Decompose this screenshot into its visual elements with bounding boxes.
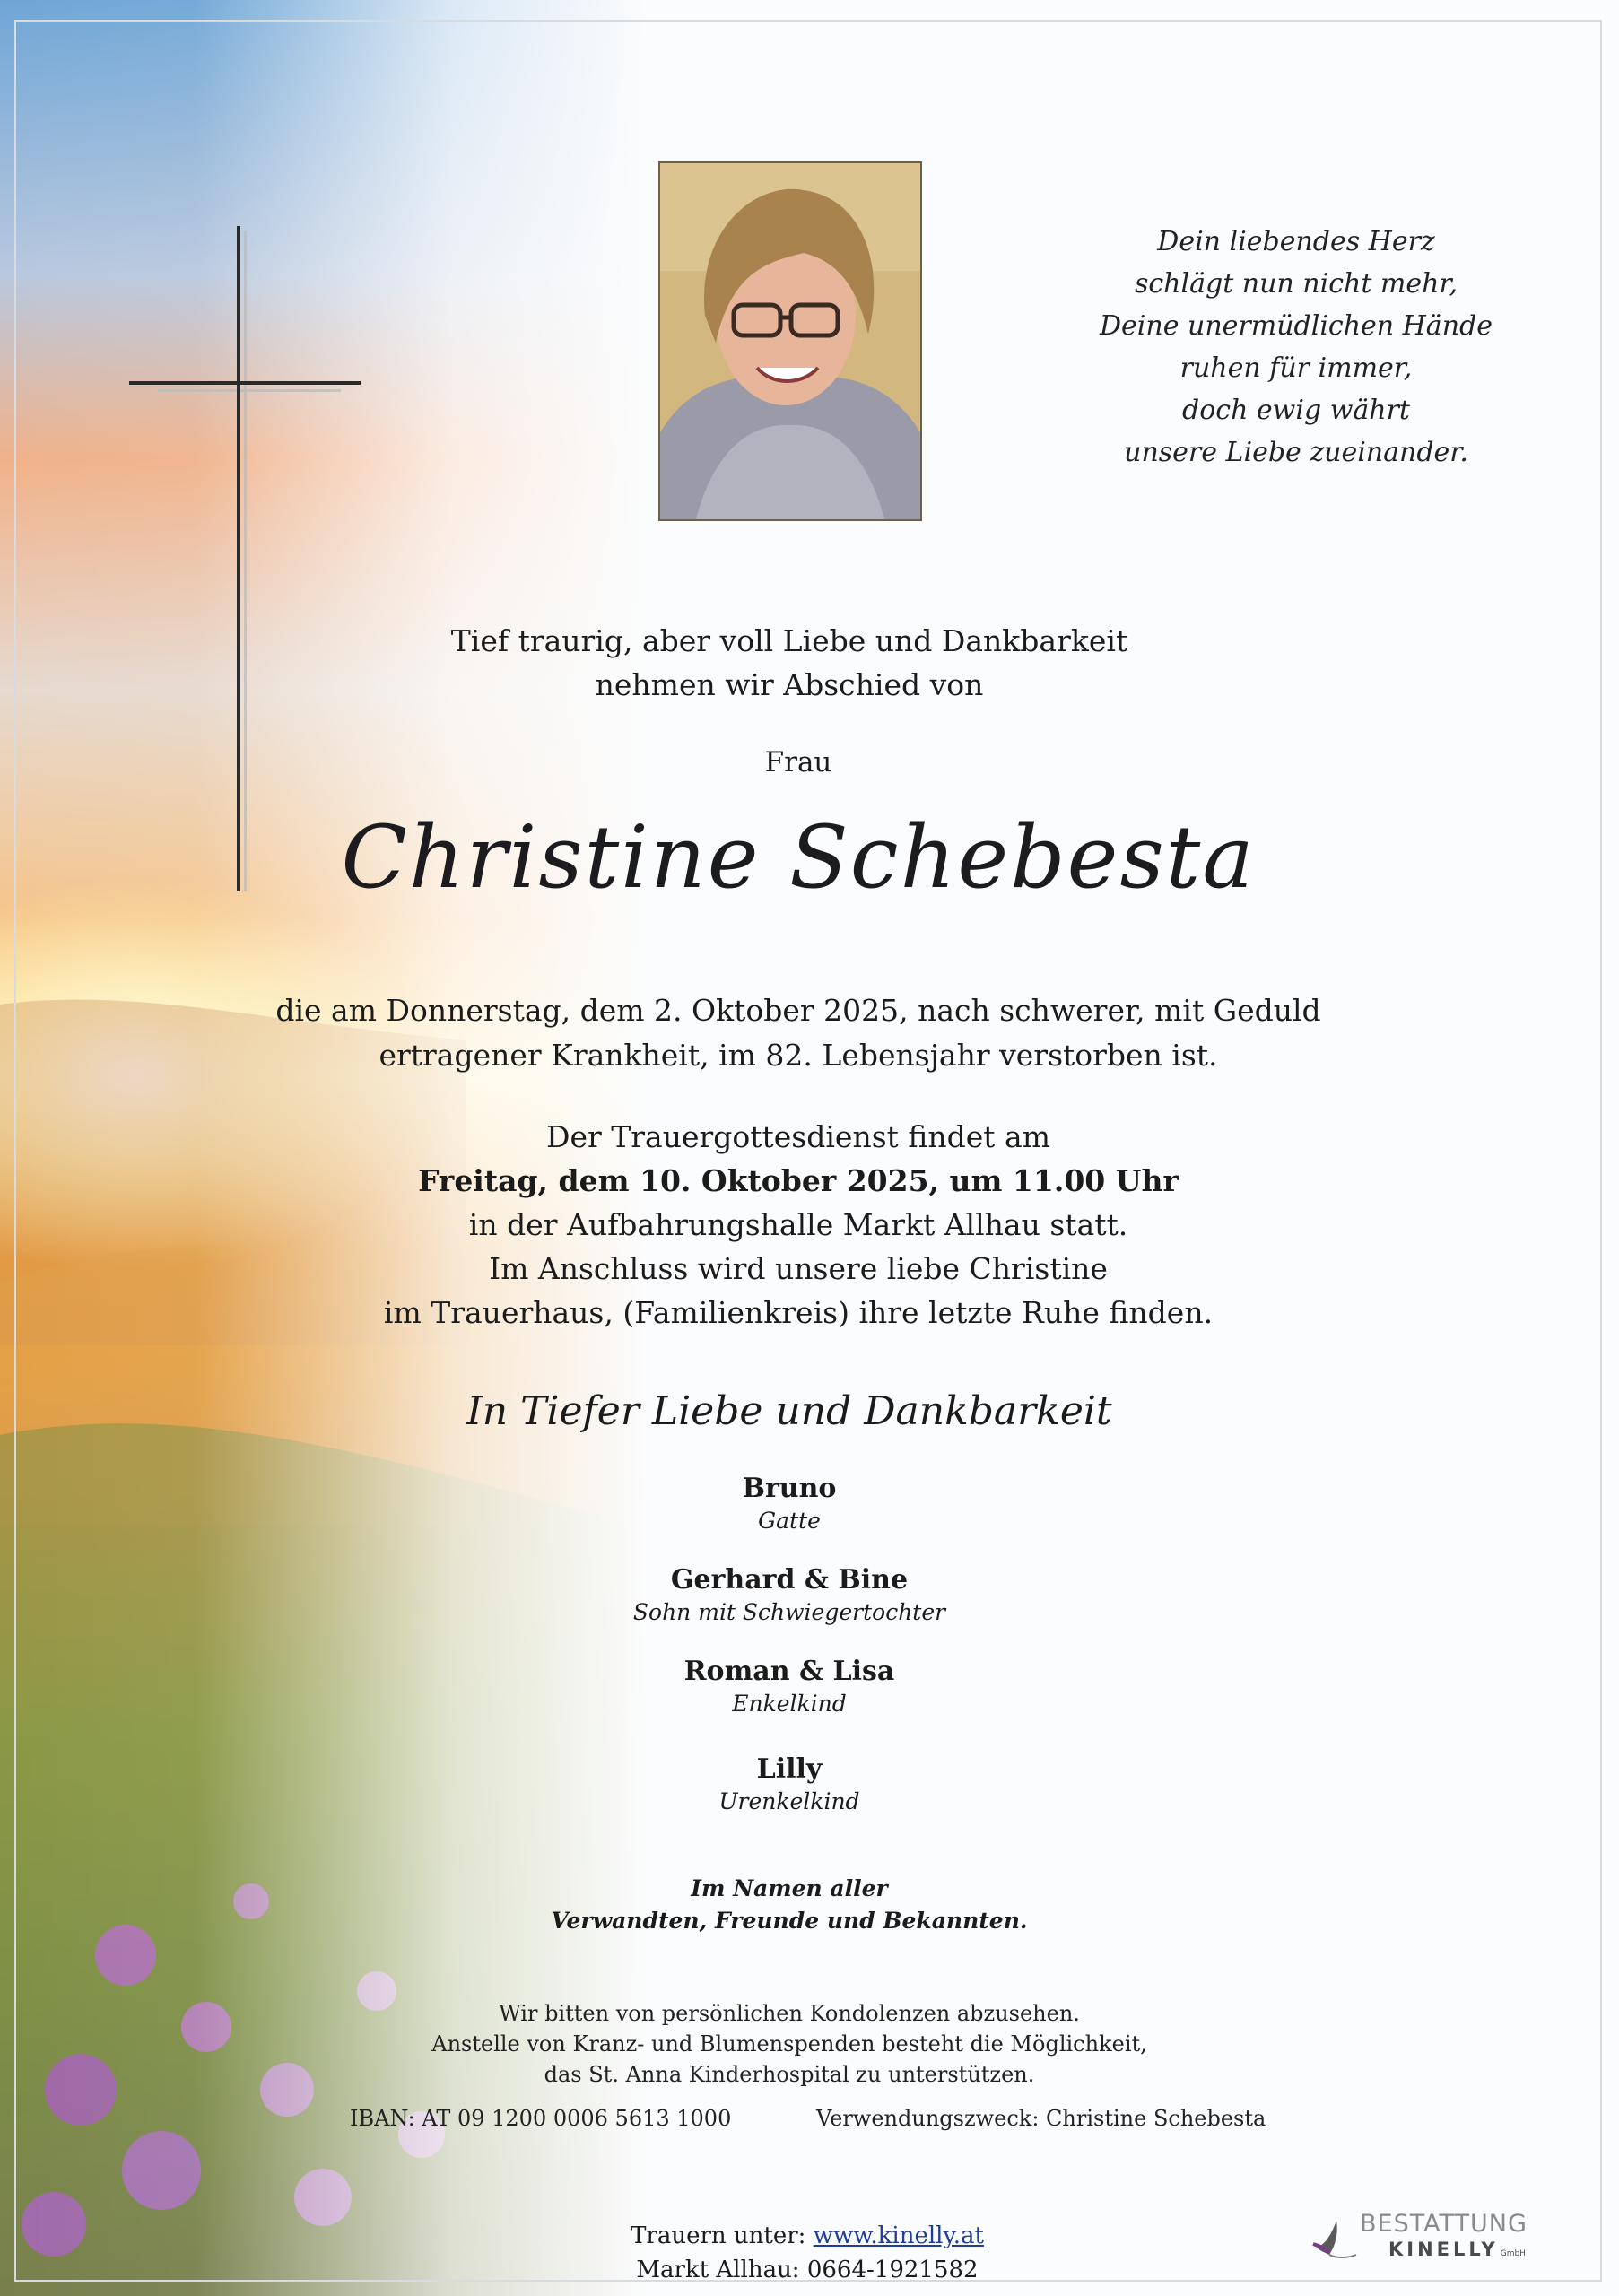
mourner-name: Gerhard & Bine xyxy=(670,1564,909,1596)
poem-line: doch ewig währt xyxy=(1182,395,1410,426)
intro-line: Tief traurig, aber voll Liebe und Dankbarkeit xyxy=(450,623,1128,658)
portrait-photo xyxy=(658,161,922,521)
poem xyxy=(1076,221,1516,474)
closing-line: Verwandten, Freunde und Bekannten. xyxy=(551,1908,1028,1934)
logo-text xyxy=(1388,2239,1526,2260)
cross-icon xyxy=(129,381,361,385)
mourner xyxy=(520,1471,1058,1535)
mourner-relation: Sohn mit Schwiegertochter xyxy=(632,1599,946,1625)
mourner xyxy=(520,1752,1058,1816)
cross-icon xyxy=(237,226,240,891)
cross-shadow xyxy=(244,231,247,891)
intro-text xyxy=(341,619,1238,707)
poem-line: unsere Liebe zueinander. xyxy=(1124,437,1468,468)
intro-line: nehmen wir Abschied von xyxy=(595,667,984,702)
mourner-relation: Enkelkind xyxy=(732,1691,847,1717)
mourner-name: Lilly xyxy=(756,1753,823,1785)
death-line: die am Donnerstag, dem 2. Oktober 2025, nach schwerer, mit Geduld xyxy=(275,993,1321,1028)
mourner xyxy=(520,1562,1058,1627)
portrait-image xyxy=(660,163,920,519)
mourning-heading: In Tiefer Liebe und Dankbarkeit xyxy=(466,1388,1112,1434)
closing-line: Im Namen aller xyxy=(691,1875,888,1901)
service-info xyxy=(260,1115,1336,1335)
mourner xyxy=(520,1654,1058,1718)
poem-line: Dein liebendes Herz xyxy=(1157,226,1435,257)
service-line: im Trauerhaus, (Familienkreis) ihre letzte Ruhe finden. xyxy=(383,1295,1214,1330)
closing-text xyxy=(520,1873,1058,1937)
bird-logo-icon xyxy=(1310,2208,1360,2266)
deceased-name: Christine Schebesta xyxy=(341,807,1256,908)
contact-info xyxy=(538,2219,1076,2287)
cross-shadow xyxy=(158,389,341,392)
poem-line: Deine unermüdlichen Hände xyxy=(1100,310,1493,342)
note-line: das St. Anna Kinderhospital zu unterstützen. xyxy=(544,2062,1035,2087)
mourner-relation: Gatte xyxy=(758,1508,821,1534)
service-date: Freitag, dem 10. Oktober 2025, um 11.00 Uhr xyxy=(418,1163,1179,1198)
phone-line: Markt Allhau: 0664-1921582 xyxy=(636,2257,979,2283)
funeral-home-logo xyxy=(1310,2208,1552,2266)
mourner-relation: Urenkelkind xyxy=(718,1788,860,1814)
service-line: Der Trauergottesdienst findet am xyxy=(545,1119,1051,1154)
service-line: Im Anschluss wird unsere liebe Christine xyxy=(489,1251,1108,1286)
poem-line: ruhen für immer, xyxy=(1179,352,1413,384)
poem-line: schlägt nun nicht mehr, xyxy=(1134,268,1458,300)
iban: IBAN: AT 09 1200 0006 5613 1000 xyxy=(350,2106,732,2131)
logo-text: BESTATTUNG xyxy=(1360,2210,1528,2238)
condolence-line xyxy=(538,2219,1076,2253)
service-line: in der Aufbahrungshalle Markt Allhau statt. xyxy=(468,1207,1128,1242)
mourner-name: Roman & Lisa xyxy=(683,1656,895,1687)
payment-purpose: Verwendungszweck: Christine Schebesta xyxy=(816,2106,1266,2131)
logo-name: KINELLY xyxy=(1388,2239,1499,2260)
note-line: Anstelle von Kranz- und Blumenspenden besteht die Möglichkeit, xyxy=(431,2031,1147,2057)
salutation: Frau xyxy=(764,746,832,778)
note-line: Wir bitten von persönlichen Kondolenzen abzusehen. xyxy=(499,2001,1080,2026)
death-line: ertragener Krankheit, im 82. Lebensjahr verstorben ist. xyxy=(379,1038,1218,1073)
mourner-name: Bruno xyxy=(742,1473,837,1504)
condolence-label: Trauern unter: xyxy=(631,2222,814,2249)
logo-suffix: GmbH xyxy=(1500,2249,1526,2258)
donation-notes xyxy=(341,1998,1238,2090)
website-link[interactable]: www.kinelly.at xyxy=(813,2222,984,2249)
death-notice xyxy=(260,988,1336,1078)
